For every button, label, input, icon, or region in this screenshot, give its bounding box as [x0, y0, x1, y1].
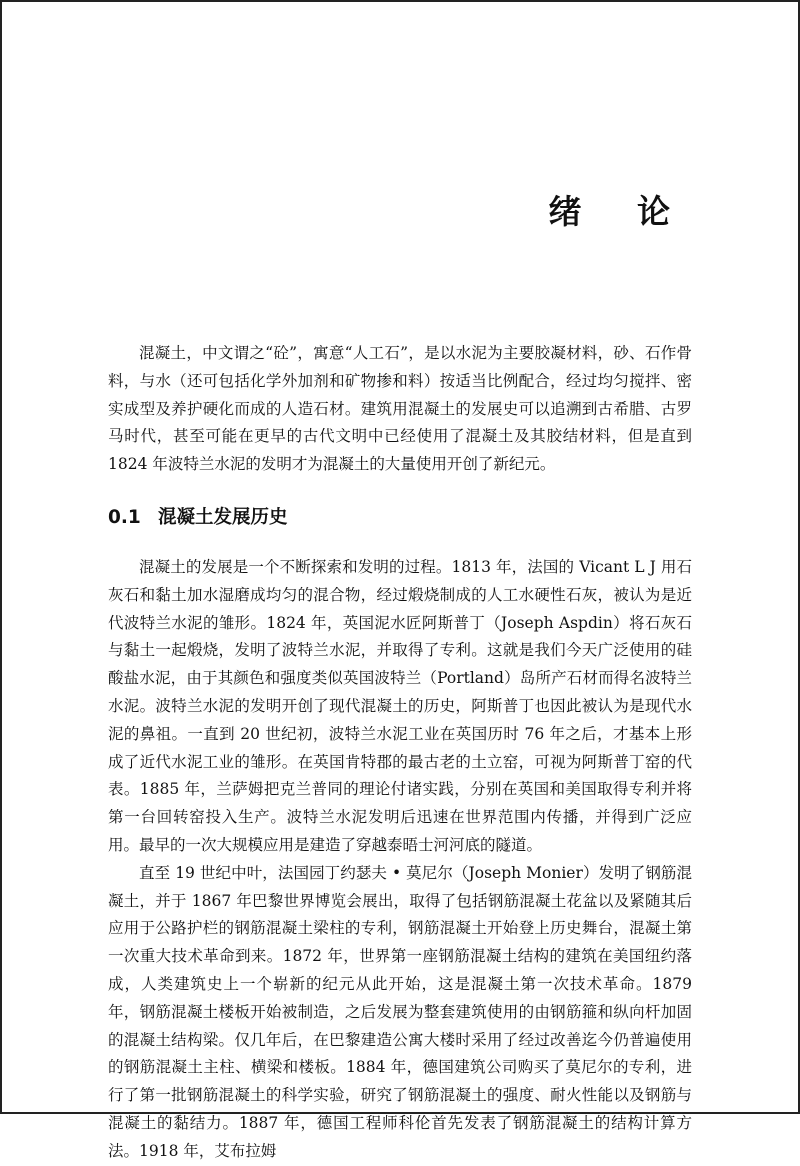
chapter-title: 绪 论	[548, 192, 692, 231]
section-heading	[108, 504, 692, 532]
body-paragraph: 直至 19 世纪中叶，法国园丁约瑟夫 • 莫尼尔（Joseph Monier）发明了钢筋混凝土，并于 1867 年巴黎世界博览会展出，取得了包括钢筋混凝土花盆以及紧随其后应用于公路护栏的钢筋混凝土梁柱的专利，钢筋混凝土开始登上历史舞台，混凝土第一次重大技术革命到来。1872 年，世界第一座钢筋混凝土结构的建筑在美国纽约落成，人类建筑史上一个崭新的纪元从此开始，这是混凝土第一次技术革命。1879 年，钢筋混凝土楼板开始被制造，之后发展为整套建筑使用的由钢筋箍和纵向杆加固的混凝土结构梁。仅几年后，在巴黎建造公寓大楼时采用了经过改善迄今仍普遍使用的钢筋混凝土主柱、横梁和楼板。1884 年，德国建筑公司购买了莫尼尔的专利，进行了第一批钢筋混凝土的科学实验，研究了钢筋混凝土的强度、耐火性能以及钢筋与混凝土的黏结力。1887 年，德国工程师科伦首先发表了钢筋混凝土的结构计算方法。1918 年，艾布拉姆	[108, 863, 692, 1160]
page-body	[108, 340, 692, 1166]
section-title: 混凝土发展历史	[158, 506, 288, 528]
section-number: 0.1	[108, 506, 141, 528]
intro-paragraph: 混凝土，中文谓之“砼”，寓意“人工石”，是以水泥为主要胶凝材料，砂、石作骨料，与水（还可包括化学外加剂和矿物掺和料）按适当比例配合，经过均匀搅拌、密实成型及养护硬化而成的人造石材。建筑用混凝土的发展史可以追溯到古希腊、古罗马时代，甚至可能在更早的古代文明中已经使用了混凝土及其胶结材料，但是直到 1824 年波特兰水泥的发明才为混凝土的大量使用开创了新纪元。	[108, 344, 692, 474]
body-paragraph: 混凝土的发展是一个不断探索和发明的过程。1813 年，法国的 Vicant L J 用石灰石和黏土加水湿磨成均匀的混合物，经过煅烧制成的人工水硬性石灰，被认为是近代波特兰水泥的雏形。1824 年，英国泥水匠阿斯普丁（Joseph Aspdin）将石灰石与黏土一起煅烧，发明了波特兰水泥，并取得了专利。这就是我们今天广泛使用的硅酸盐水泥，由于其颜色和强度类似英国波特兰（Portland）岛所产石材而得名波特兰水泥。波特兰水泥的发明开创了现代混凝土的历史，阿斯普丁也因此被认为是现代水泥的鼻祖。一直到 20 世纪初，波特兰水泥工业在英国历时 76 年之后，才基本上形成了近代水泥工业的雏形。在英国肯特郡的最古老的土立窑，可视为阿斯普丁窑的代表。1885 年，兰萨姆把克兰普同的理论付诸实践，分别在英国和美国取得专利并将第一台回转窑投入生产。波特兰水泥发明后迅速在世界范围内传播，并得到广泛应用。最早的一次大规模应用是建造了穿越泰晤士河河底的隧道。	[108, 557, 692, 854]
